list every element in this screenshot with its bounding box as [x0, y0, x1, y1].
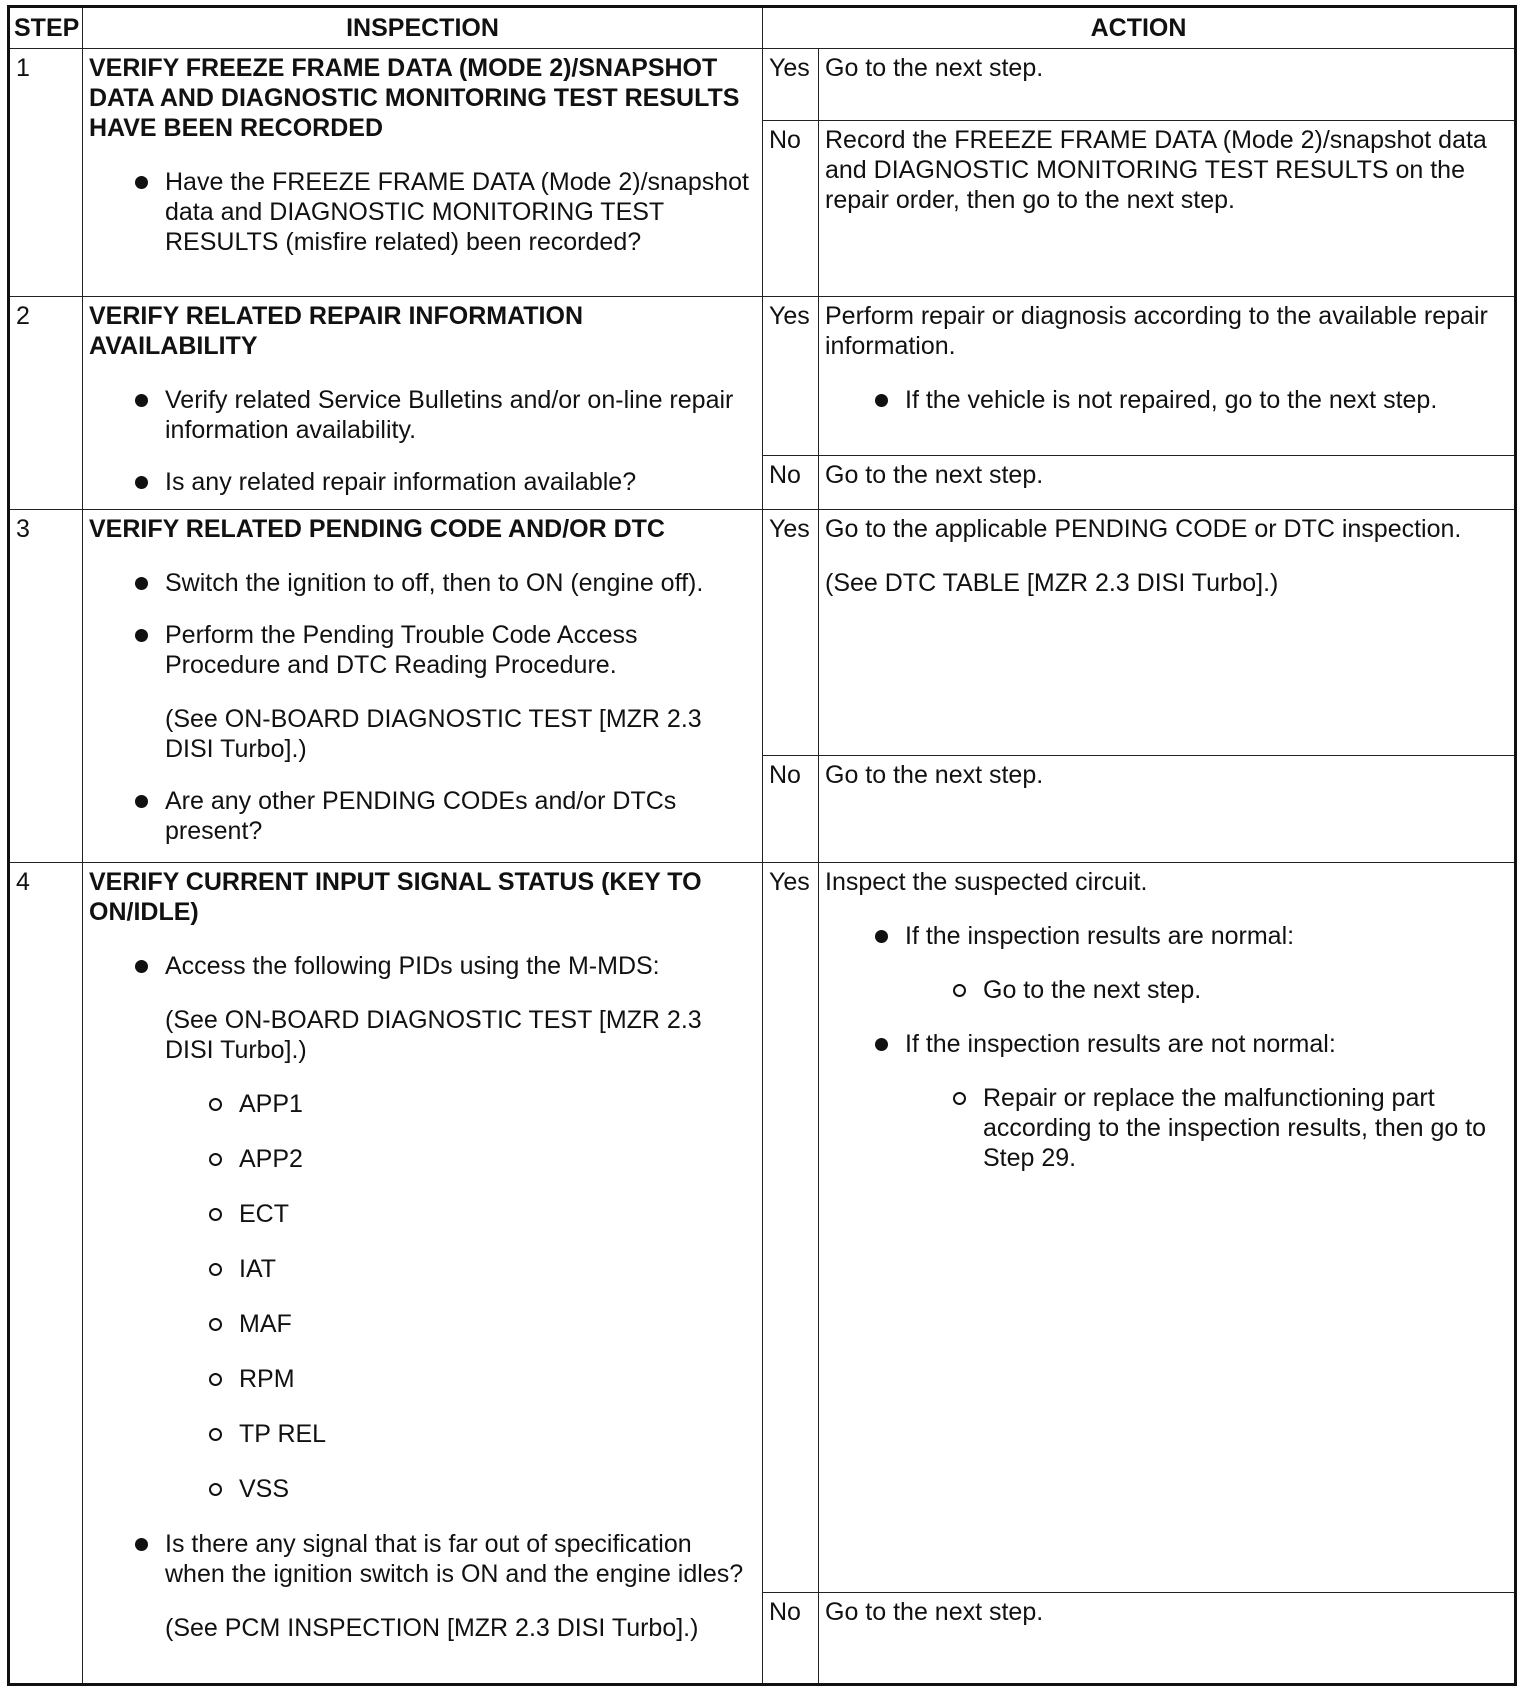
no-label: No	[763, 755, 819, 862]
no-action: Go to the next step.	[819, 755, 1516, 862]
bullet-text: Perform the Pending Trouble Code Access Procedure and DTC Reading Procedure.	[165, 620, 638, 679]
header-row	[9, 7, 1516, 49]
step-title: VERIFY RELATED PENDING CODE AND/OR DTC	[89, 514, 665, 543]
bullet-text: If the inspection results are not normal:	[905, 1029, 1336, 1058]
bullet-item: Is any related repair information available?	[165, 467, 757, 497]
pid-item: TP REL	[239, 1419, 757, 1449]
bullet-item: Have the FREEZE FRAME DATA (Mode 2)/snapshot data and DIAGNOSTIC MONITORING TEST RESULTS (misfire related) been recorded?	[165, 167, 757, 257]
yes-label: Yes	[763, 297, 819, 456]
bullet-item: Are any other PENDING CODEs and/or DTCs present?	[165, 786, 757, 846]
table-row	[9, 297, 1516, 456]
pid-item: APP2	[239, 1144, 757, 1174]
reference-note: (See ON-BOARD DIAGNOSTIC TEST [MZR 2.3 DISI Turbo].)	[165, 1005, 702, 1064]
pid-item: VSS	[239, 1474, 757, 1504]
step-number: 1	[9, 49, 83, 297]
inspection-cell	[83, 297, 763, 509]
action-column-header: ACTION	[763, 7, 1516, 49]
table-row	[9, 862, 1516, 1592]
pid-item: RPM	[239, 1364, 757, 1394]
no-action: Record the FREEZE FRAME DATA (Mode 2)/snapshot data and DIAGNOSTIC MONITORING TEST RESULTS on the repair order, then go to the next step.	[819, 121, 1516, 297]
yes-action: Go to the applicable PENDING CODE or DTC inspection.	[825, 514, 1462, 543]
pid-item: APP1	[239, 1089, 757, 1119]
bullet-item	[905, 1029, 1509, 1173]
bullet-item	[165, 620, 757, 764]
pid-item: ECT	[239, 1199, 757, 1229]
reference-note: (See DTC TABLE [MZR 2.3 DISI Turbo].)	[825, 568, 1279, 597]
bullet-item	[905, 921, 1509, 1005]
inspection-cell	[83, 862, 763, 1684]
yes-action: Inspect the suspected circuit.	[825, 867, 1148, 896]
step-column-header: STEP	[9, 7, 83, 49]
sub-bullet-item: Go to the next step.	[983, 975, 1509, 1005]
bullet-text: If the inspection results are normal:	[905, 921, 1295, 950]
inspection-cell	[83, 49, 763, 297]
diagnostic-procedure-table	[7, 5, 1517, 1686]
bullet-item: Switch the ignition to off, then to ON (engine off).	[165, 568, 757, 598]
reference-note: (See PCM INSPECTION [MZR 2.3 DISI Turbo].)	[165, 1613, 699, 1642]
no-action: Go to the next step.	[819, 1592, 1516, 1684]
bullet-text: Access the following PIDs using the M-MDS:	[165, 951, 660, 980]
yes-action-cell	[819, 297, 1516, 456]
bullet-text: Is there any signal that is far out of specification when the ignition switch is ON and the engine idles?	[165, 1529, 744, 1588]
bullet-item: If the vehicle is not repaired, go to the next step.	[905, 385, 1509, 415]
inspection-cell	[83, 509, 763, 862]
step-title: VERIFY FREEZE FRAME DATA (MODE 2)/SNAPSHOT DATA AND DIAGNOSTIC MONITORING TEST RESULTS HAVE BEEN RECORDED	[89, 54, 740, 142]
reference-note: (See ON-BOARD DIAGNOSTIC TEST [MZR 2.3 DISI Turbo].)	[165, 704, 702, 763]
yes-action: Go to the next step.	[819, 49, 1516, 121]
yes-label: Yes	[763, 49, 819, 121]
sub-bullet-item: Repair or replace the malfunctioning part according to the inspection results, then go to Step 29.	[983, 1083, 1509, 1173]
pid-item: IAT	[239, 1254, 757, 1284]
pid-list	[165, 1089, 757, 1504]
no-label: No	[763, 121, 819, 297]
table-row	[9, 49, 1516, 121]
no-action: Go to the next step.	[819, 456, 1516, 509]
pid-item: MAF	[239, 1309, 757, 1339]
yes-label: Yes	[763, 509, 819, 755]
no-label: No	[763, 456, 819, 509]
yes-action-cell	[819, 862, 1516, 1592]
yes-action-cell	[819, 509, 1516, 755]
table-row	[9, 509, 1516, 755]
yes-action: Perform repair or diagnosis according to the available repair information.	[825, 302, 1488, 361]
step-number: 4	[9, 862, 83, 1684]
no-label: No	[763, 1592, 819, 1684]
yes-label: Yes	[763, 862, 819, 1592]
bullet-item: Verify related Service Bulletins and/or on-line repair information availability.	[165, 385, 757, 445]
inspection-column-header: INSPECTION	[83, 7, 763, 49]
bullet-item	[165, 1529, 757, 1643]
step-title: VERIFY CURRENT INPUT SIGNAL STATUS (KEY TO ON/IDLE)	[89, 867, 702, 926]
step-number: 3	[9, 509, 83, 862]
bullet-item	[165, 951, 757, 1504]
step-title: VERIFY RELATED REPAIR INFORMATION AVAILABILITY	[89, 302, 583, 361]
step-number: 2	[9, 297, 83, 509]
